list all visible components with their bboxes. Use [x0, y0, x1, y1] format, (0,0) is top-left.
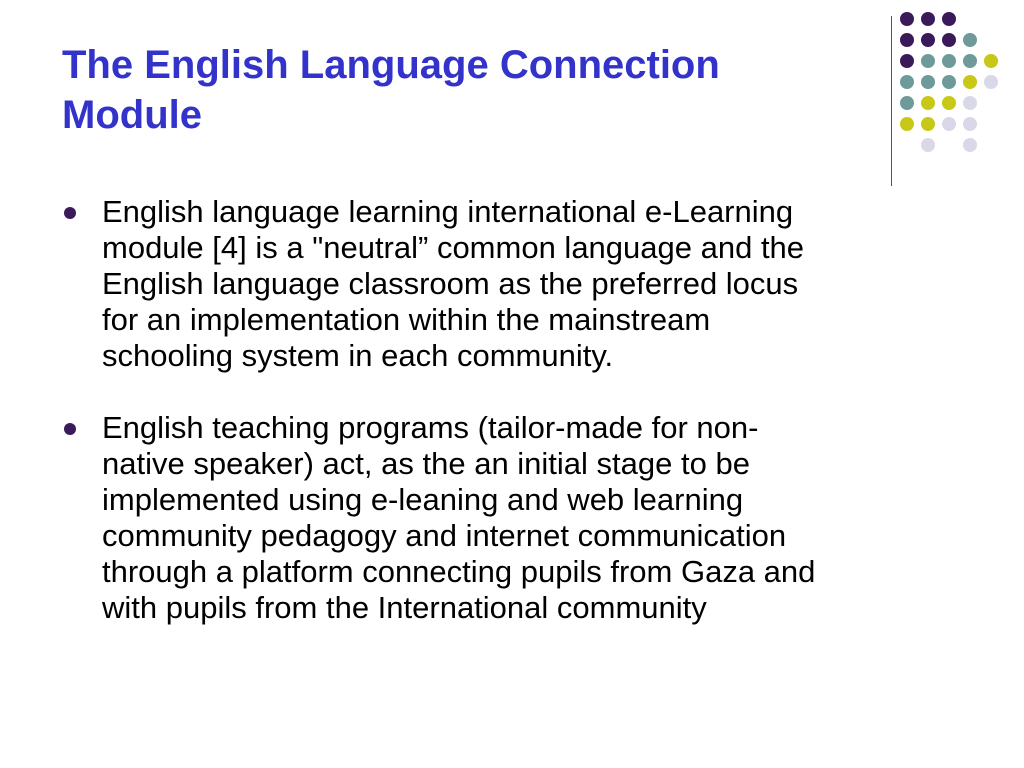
bullet-1-line-2: module [4] is a "neutral” common language and the	[102, 230, 805, 265]
bullet-2-line-6: with pupils from the International community	[102, 590, 707, 625]
decorative-dot-lavender	[963, 138, 977, 152]
decorative-dot-teal	[942, 75, 956, 89]
decorative-dot-grid	[900, 12, 1020, 172]
decorative-dot-purple	[900, 54, 914, 68]
bullet-2-line-5: through a platform connecting pupils from Gaza and	[102, 554, 816, 589]
bullet-1-line-5: schooling system in each community.	[102, 338, 614, 373]
decorative-dot-yellow	[984, 54, 998, 68]
decorative-dot-purple	[942, 12, 956, 26]
decorative-dot-yellow	[921, 96, 935, 110]
decorative-dot-yellow	[921, 117, 935, 131]
decorative-dot-purple	[942, 33, 956, 47]
decorative-dot-yellow	[900, 117, 914, 131]
bullet-1-line-3: English language classroom as the preferred locus	[102, 266, 799, 301]
bullet-dot-icon	[64, 207, 76, 219]
decorative-dot-teal	[900, 96, 914, 110]
decorative-dot-purple	[900, 12, 914, 26]
decorative-dot-lavender	[942, 117, 956, 131]
title-divider	[891, 16, 892, 186]
bullet-2-line-2: native speaker) act, as the an initial stage to be	[102, 446, 750, 481]
slide-title-line-1: The English Language Connection	[62, 43, 720, 87]
slide-title-line-2: Module	[62, 93, 202, 137]
bullet-item-1	[62, 194, 962, 374]
decorative-dot-purple	[921, 12, 935, 26]
bullet-2-line-4: community pedagogy and internet communication	[102, 518, 787, 553]
decorative-dot-teal	[942, 54, 956, 68]
decorative-dot-purple	[900, 33, 914, 47]
decorative-dot-purple	[921, 33, 935, 47]
decorative-dot-teal	[963, 33, 977, 47]
decorative-dot-lavender	[984, 75, 998, 89]
bullet-item-2	[62, 410, 962, 626]
bullet-1-line-1: English language learning international e-Learning	[102, 194, 794, 229]
decorative-dot-lavender	[963, 117, 977, 131]
slide-title	[62, 40, 882, 140]
bullet-list	[62, 194, 962, 626]
decorative-dot-lavender	[963, 96, 977, 110]
decorative-dot-teal	[963, 54, 977, 68]
decorative-dot-teal	[921, 54, 935, 68]
decorative-dot-yellow	[963, 75, 977, 89]
decorative-dot-lavender	[921, 138, 935, 152]
decorative-dot-yellow	[942, 96, 956, 110]
bullet-dot-icon	[64, 423, 76, 435]
bullet-2-line-1: English teaching programs (tailor-made for non-	[102, 410, 759, 445]
decorative-dot-teal	[900, 75, 914, 89]
bullet-2-line-3: implemented using e-leaning and web learning	[102, 482, 744, 517]
decorative-dot-teal	[921, 75, 935, 89]
bullet-1-line-4: for an implementation within the mainstream	[102, 302, 711, 337]
